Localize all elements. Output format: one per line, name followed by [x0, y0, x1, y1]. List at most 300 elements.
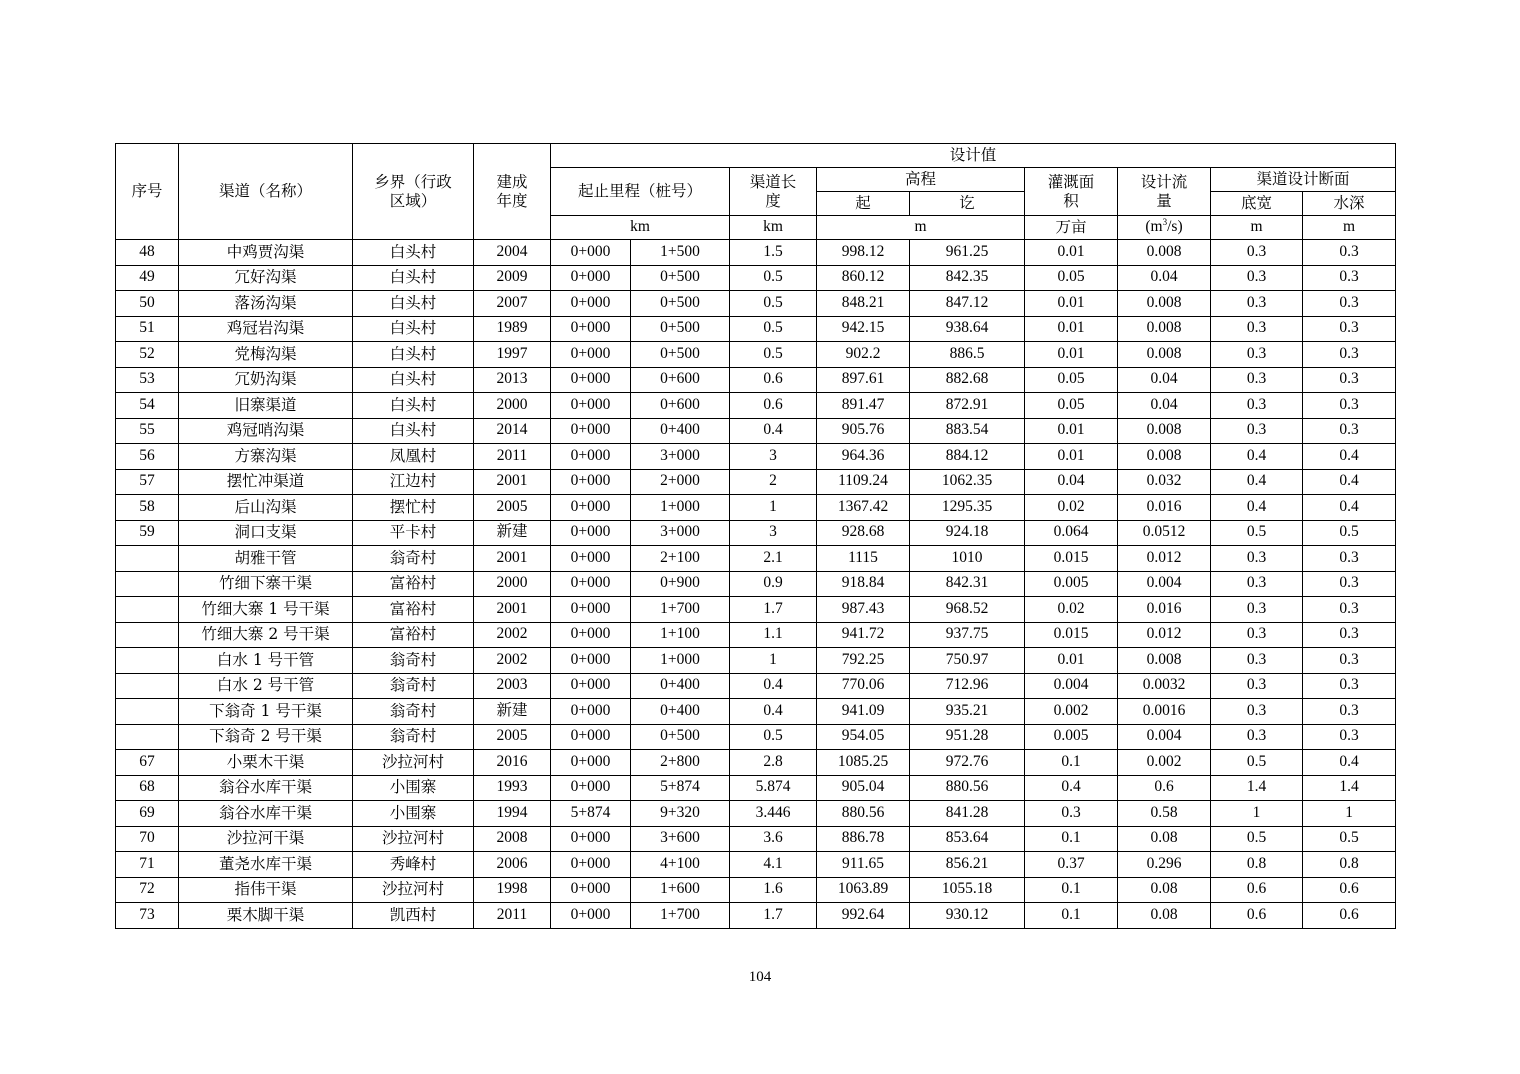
cell-mileage-end: 2+000 — [631, 469, 730, 495]
cell-elevation-start: 1115 — [817, 546, 910, 572]
cell-length: 1.1 — [730, 622, 817, 648]
cell-irrigation-area: 0.37 — [1025, 852, 1118, 878]
cell-elevation-end: 712.96 — [910, 673, 1025, 699]
cell-bottom-width: 0.3 — [1211, 265, 1303, 291]
cell-seq: 53 — [116, 367, 179, 393]
cell-design-flow: 0.002 — [1118, 750, 1211, 776]
cell-name: 洞口支渠 — [179, 520, 353, 546]
cell-year: 2005 — [474, 495, 551, 521]
cell-township: 翁奇村 — [353, 546, 474, 572]
cell-design-flow: 0.08 — [1118, 877, 1211, 903]
header-water-depth: 水深 — [1303, 192, 1396, 216]
table-row — [116, 622, 1396, 648]
table-row — [116, 852, 1396, 878]
cell-name: 小栗木干渠 — [179, 750, 353, 776]
cell-seq — [116, 699, 179, 725]
cell-year: 2001 — [474, 469, 551, 495]
cell-design-flow: 0.008 — [1118, 240, 1211, 266]
cell-mileage-end: 9+320 — [631, 801, 730, 827]
cell-seq — [116, 673, 179, 699]
cell-water-depth: 0.3 — [1303, 648, 1396, 674]
cell-water-depth: 0.3 — [1303, 546, 1396, 572]
cell-mileage-start: 0+000 — [551, 418, 631, 444]
cell-elevation-start: 987.43 — [817, 597, 910, 623]
cell-bottom-width: 0.5 — [1211, 520, 1303, 546]
cell-name: 翁谷水库干渠 — [179, 775, 353, 801]
cell-elevation-end: 883.54 — [910, 418, 1025, 444]
cell-township: 江边村 — [353, 469, 474, 495]
cell-length: 0.5 — [730, 316, 817, 342]
cell-bottom-width: 0.6 — [1211, 877, 1303, 903]
table-row — [116, 801, 1396, 827]
cell-bottom-width: 0.3 — [1211, 367, 1303, 393]
cell-year: 新建 — [474, 520, 551, 546]
cell-year: 2006 — [474, 852, 551, 878]
cell-water-depth: 0.3 — [1303, 597, 1396, 623]
cell-irrigation-area: 0.01 — [1025, 418, 1118, 444]
cell-mileage-start: 0+000 — [551, 342, 631, 368]
cell-township: 凤凰村 — [353, 444, 474, 470]
cell-water-depth: 0.5 — [1303, 826, 1396, 852]
cell-name: 竹细大寨 1 号干渠 — [179, 597, 353, 623]
cell-year: 2004 — [474, 240, 551, 266]
cell-mileage-end: 0+500 — [631, 291, 730, 317]
cell-mileage-start: 0+000 — [551, 316, 631, 342]
cell-name: 旧寨渠道 — [179, 393, 353, 419]
cell-water-depth: 0.4 — [1303, 469, 1396, 495]
cell-irrigation-area: 0.1 — [1025, 903, 1118, 929]
cell-elevation-start: 891.47 — [817, 393, 910, 419]
table-row — [116, 699, 1396, 725]
table-row — [116, 367, 1396, 393]
cell-irrigation-area: 0.005 — [1025, 724, 1118, 750]
cell-length: 3.6 — [730, 826, 817, 852]
cell-irrigation-area: 0.1 — [1025, 877, 1118, 903]
cell-mileage-start: 0+000 — [551, 265, 631, 291]
cell-bottom-width: 0.3 — [1211, 546, 1303, 572]
cell-elevation-end: 882.68 — [910, 367, 1025, 393]
cell-name: 鸡冠岩沟渠 — [179, 316, 353, 342]
cell-length: 0.6 — [730, 393, 817, 419]
cell-mileage-start: 0+000 — [551, 495, 631, 521]
cell-name: 指伟干渠 — [179, 877, 353, 903]
cell-irrigation-area: 0.01 — [1025, 342, 1118, 368]
cell-seq: 55 — [116, 418, 179, 444]
cell-water-depth: 0.3 — [1303, 342, 1396, 368]
cell-year: 2007 — [474, 291, 551, 317]
unit-length: km — [730, 216, 817, 240]
cell-elevation-end: 968.52 — [910, 597, 1025, 623]
canal-data-table — [115, 143, 1396, 929]
cell-design-flow: 0.008 — [1118, 342, 1211, 368]
cell-township: 白头村 — [353, 418, 474, 444]
cell-elevation-start: 964.36 — [817, 444, 910, 470]
table-row — [116, 240, 1396, 266]
cell-length: 0.5 — [730, 342, 817, 368]
cell-year: 新建 — [474, 699, 551, 725]
cell-irrigation-area: 0.05 — [1025, 367, 1118, 393]
cell-name: 董尧水库干渠 — [179, 852, 353, 878]
cell-mileage-start: 0+000 — [551, 673, 631, 699]
cell-length: 0.9 — [730, 571, 817, 597]
cell-elevation-start: 942.15 — [817, 316, 910, 342]
table-row — [116, 826, 1396, 852]
cell-design-flow: 0.016 — [1118, 597, 1211, 623]
cell-township: 摆忙村 — [353, 495, 474, 521]
cell-irrigation-area: 0.01 — [1025, 648, 1118, 674]
cell-water-depth: 0.3 — [1303, 265, 1396, 291]
header-elevation-start: 起 — [817, 192, 910, 216]
cell-name: 胡雅干管 — [179, 546, 353, 572]
cell-year: 2000 — [474, 393, 551, 419]
cell-mileage-end: 0+400 — [631, 673, 730, 699]
cell-mileage-start: 0+000 — [551, 571, 631, 597]
cell-year: 2011 — [474, 444, 551, 470]
cell-elevation-start: 848.21 — [817, 291, 910, 317]
cell-design-flow: 0.04 — [1118, 367, 1211, 393]
cell-bottom-width: 0.3 — [1211, 597, 1303, 623]
cell-seq: 56 — [116, 444, 179, 470]
cell-name: 栗木脚干渠 — [179, 903, 353, 929]
cell-water-depth: 0.3 — [1303, 673, 1396, 699]
cell-township: 白头村 — [353, 291, 474, 317]
table-row — [116, 648, 1396, 674]
cell-design-flow: 0.6 — [1118, 775, 1211, 801]
cell-water-depth: 0.5 — [1303, 520, 1396, 546]
cell-design-flow: 0.08 — [1118, 903, 1211, 929]
cell-mileage-start: 0+000 — [551, 648, 631, 674]
cell-mileage-end: 0+500 — [631, 342, 730, 368]
cell-mileage-start: 0+000 — [551, 750, 631, 776]
cell-mileage-start: 0+000 — [551, 699, 631, 725]
cell-water-depth: 0.3 — [1303, 367, 1396, 393]
cell-township: 白头村 — [353, 316, 474, 342]
cell-elevation-end: 886.5 — [910, 342, 1025, 368]
cell-water-depth: 1 — [1303, 801, 1396, 827]
cell-elevation-start: 918.84 — [817, 571, 910, 597]
cell-bottom-width: 0.3 — [1211, 648, 1303, 674]
cell-design-flow: 0.008 — [1118, 316, 1211, 342]
unit-flow-prefix: (m — [1145, 218, 1163, 236]
header-bottom-width: 底宽 — [1211, 192, 1303, 216]
cell-elevation-end: 750.97 — [910, 648, 1025, 674]
cell-seq: 70 — [116, 826, 179, 852]
cell-elevation-start: 992.64 — [817, 903, 910, 929]
cell-bottom-width: 0.3 — [1211, 316, 1303, 342]
cell-mileage-start: 0+000 — [551, 724, 631, 750]
cell-water-depth: 1.4 — [1303, 775, 1396, 801]
cell-township: 翁奇村 — [353, 699, 474, 725]
cell-design-flow: 0.04 — [1118, 265, 1211, 291]
cell-water-depth: 0.3 — [1303, 622, 1396, 648]
cell-name: 后山沟渠 — [179, 495, 353, 521]
table-row — [116, 418, 1396, 444]
cell-mileage-start: 5+874 — [551, 801, 631, 827]
cell-year: 1994 — [474, 801, 551, 827]
table-row — [116, 571, 1396, 597]
cell-mileage-end: 0+600 — [631, 367, 730, 393]
cell-year: 2002 — [474, 622, 551, 648]
header-irrigation-area: 灌溉面积 — [1025, 168, 1118, 216]
cell-mileage-end: 0+500 — [631, 265, 730, 291]
cell-length: 2 — [730, 469, 817, 495]
header-mileage: 起止里程（桩号） — [551, 168, 730, 216]
cell-mileage-end: 0+500 — [631, 724, 730, 750]
cell-township: 沙拉河村 — [353, 877, 474, 903]
cell-water-depth: 0.3 — [1303, 393, 1396, 419]
page-number: 104 — [748, 969, 772, 985]
cell-elevation-start: 1085.25 — [817, 750, 910, 776]
table-row — [116, 597, 1396, 623]
cell-mileage-end: 2+100 — [631, 546, 730, 572]
cell-design-flow: 0.0512 — [1118, 520, 1211, 546]
cell-bottom-width: 0.3 — [1211, 571, 1303, 597]
table-row — [116, 903, 1396, 929]
cell-elevation-start: 1063.89 — [817, 877, 910, 903]
cell-seq — [116, 648, 179, 674]
cell-seq — [116, 724, 179, 750]
cell-irrigation-area: 0.015 — [1025, 546, 1118, 572]
table-body — [116, 240, 1396, 929]
cell-mileage-start: 0+000 — [551, 367, 631, 393]
unit-depth: m — [1303, 216, 1396, 240]
cell-elevation-end: 951.28 — [910, 724, 1025, 750]
cell-township: 平卡村 — [353, 520, 474, 546]
cell-design-flow: 0.08 — [1118, 826, 1211, 852]
cell-water-depth: 0.3 — [1303, 240, 1396, 266]
cell-irrigation-area: 0.005 — [1025, 571, 1118, 597]
cell-township: 小围寨 — [353, 801, 474, 827]
unit-mileage: km — [551, 216, 730, 240]
unit-flow-suffix: /s) — [1167, 218, 1183, 236]
cell-bottom-width: 0.3 — [1211, 342, 1303, 368]
cell-design-flow: 0.004 — [1118, 724, 1211, 750]
cell-year: 2016 — [474, 750, 551, 776]
cell-length: 0.4 — [730, 673, 817, 699]
cell-bottom-width: 0.3 — [1211, 724, 1303, 750]
unit-irrigation: 万亩 — [1025, 216, 1118, 240]
cell-length: 5.874 — [730, 775, 817, 801]
cell-length: 3.446 — [730, 801, 817, 827]
cell-design-flow: 0.032 — [1118, 469, 1211, 495]
cell-water-depth: 0.3 — [1303, 418, 1396, 444]
unit-elevation: m — [817, 216, 1025, 240]
cell-irrigation-area: 0.02 — [1025, 597, 1118, 623]
cell-design-flow: 0.0032 — [1118, 673, 1211, 699]
cell-length: 1.7 — [730, 903, 817, 929]
cell-mileage-end: 4+100 — [631, 852, 730, 878]
unit-flow-superscript: 3 — [1162, 217, 1168, 228]
cell-elevation-start: 902.2 — [817, 342, 910, 368]
cell-township: 白头村 — [353, 393, 474, 419]
cell-bottom-width: 0.5 — [1211, 750, 1303, 776]
cell-seq — [116, 597, 179, 623]
cell-elevation-end: 884.12 — [910, 444, 1025, 470]
cell-elevation-start: 928.68 — [817, 520, 910, 546]
unit-flow — [1118, 216, 1211, 240]
header-section: 渠道设计断面 — [1211, 168, 1396, 192]
table-row — [116, 393, 1396, 419]
header-length: 渠道长度 — [730, 168, 817, 216]
cell-seq: 58 — [116, 495, 179, 521]
cell-length: 0.4 — [730, 699, 817, 725]
header-design-flow: 设计流量 — [1118, 168, 1211, 216]
cell-irrigation-area: 0.01 — [1025, 291, 1118, 317]
cell-elevation-end: 1055.18 — [910, 877, 1025, 903]
cell-seq — [116, 571, 179, 597]
cell-water-depth: 0.6 — [1303, 903, 1396, 929]
cell-elevation-end: 930.12 — [910, 903, 1025, 929]
cell-mileage-end: 0+400 — [631, 418, 730, 444]
cell-elevation-start: 860.12 — [817, 265, 910, 291]
cell-mileage-start: 0+000 — [551, 622, 631, 648]
cell-length: 2.1 — [730, 546, 817, 572]
cell-year: 2001 — [474, 546, 551, 572]
cell-seq: 50 — [116, 291, 179, 317]
cell-length: 0.4 — [730, 418, 817, 444]
table-row — [116, 673, 1396, 699]
cell-mileage-end: 3+000 — [631, 444, 730, 470]
cell-design-flow: 0.58 — [1118, 801, 1211, 827]
cell-mileage-start: 0+000 — [551, 393, 631, 419]
cell-elevation-start: 897.61 — [817, 367, 910, 393]
cell-mileage-start: 0+000 — [551, 903, 631, 929]
cell-elevation-start: 941.09 — [817, 699, 910, 725]
cell-length: 1.7 — [730, 597, 817, 623]
cell-seq: 57 — [116, 469, 179, 495]
cell-elevation-end: 856.21 — [910, 852, 1025, 878]
cell-irrigation-area: 0.064 — [1025, 520, 1118, 546]
cell-bottom-width: 0.3 — [1211, 393, 1303, 419]
cell-elevation-end: 872.91 — [910, 393, 1025, 419]
cell-year: 2011 — [474, 903, 551, 929]
cell-mileage-start: 0+000 — [551, 826, 631, 852]
header-seq: 序号 — [116, 144, 179, 240]
cell-name: 冗好沟渠 — [179, 265, 353, 291]
cell-mileage-end: 5+874 — [631, 775, 730, 801]
cell-mileage-start: 0+000 — [551, 546, 631, 572]
cell-irrigation-area: 0.05 — [1025, 265, 1118, 291]
cell-year: 1997 — [474, 342, 551, 368]
cell-design-flow: 0.008 — [1118, 444, 1211, 470]
cell-water-depth: 0.3 — [1303, 316, 1396, 342]
cell-bottom-width: 0.3 — [1211, 240, 1303, 266]
cell-mileage-end: 1+500 — [631, 240, 730, 266]
cell-seq: 72 — [116, 877, 179, 903]
cell-mileage-end: 1+700 — [631, 597, 730, 623]
cell-elevation-start: 886.78 — [817, 826, 910, 852]
cell-mileage-start: 0+000 — [551, 597, 631, 623]
cell-elevation-end: 937.75 — [910, 622, 1025, 648]
cell-seq: 49 — [116, 265, 179, 291]
cell-elevation-end: 842.31 — [910, 571, 1025, 597]
cell-mileage-start: 0+000 — [551, 444, 631, 470]
cell-year: 2008 — [474, 826, 551, 852]
cell-year: 1998 — [474, 877, 551, 903]
cell-bottom-width: 0.3 — [1211, 699, 1303, 725]
cell-length: 2.8 — [730, 750, 817, 776]
cell-elevation-end: 847.12 — [910, 291, 1025, 317]
cell-bottom-width: 0.4 — [1211, 444, 1303, 470]
cell-name: 摆忙冲渠道 — [179, 469, 353, 495]
cell-elevation-end: 880.56 — [910, 775, 1025, 801]
cell-water-depth: 0.3 — [1303, 291, 1396, 317]
cell-year: 2005 — [474, 724, 551, 750]
table-row — [116, 775, 1396, 801]
table-row — [116, 750, 1396, 776]
cell-year: 1993 — [474, 775, 551, 801]
cell-name: 白水 1 号干管 — [179, 648, 353, 674]
cell-irrigation-area: 0.002 — [1025, 699, 1118, 725]
cell-length: 3 — [730, 520, 817, 546]
cell-year: 2001 — [474, 597, 551, 623]
cell-elevation-start: 1367.42 — [817, 495, 910, 521]
cell-length: 0.6 — [730, 367, 817, 393]
cell-length: 3 — [730, 444, 817, 470]
cell-mileage-start: 0+000 — [551, 877, 631, 903]
cell-water-depth: 0.4 — [1303, 495, 1396, 521]
cell-elevation-end: 841.28 — [910, 801, 1025, 827]
cell-bottom-width: 0.6 — [1211, 903, 1303, 929]
cell-seq — [116, 546, 179, 572]
cell-mileage-end: 0+500 — [631, 316, 730, 342]
cell-seq: 69 — [116, 801, 179, 827]
cell-mileage-end: 1+000 — [631, 495, 730, 521]
cell-elevation-start: 998.12 — [817, 240, 910, 266]
cell-mileage-start: 0+000 — [551, 291, 631, 317]
cell-length: 4.1 — [730, 852, 817, 878]
cell-name: 落汤沟渠 — [179, 291, 353, 317]
cell-township: 白头村 — [353, 265, 474, 291]
cell-irrigation-area: 0.1 — [1025, 826, 1118, 852]
cell-township: 白头村 — [353, 367, 474, 393]
table-row — [116, 546, 1396, 572]
cell-mileage-end: 3+600 — [631, 826, 730, 852]
cell-elevation-start: 770.06 — [817, 673, 910, 699]
table-row — [116, 495, 1396, 521]
cell-elevation-end: 935.21 — [910, 699, 1025, 725]
cell-township: 白头村 — [353, 342, 474, 368]
cell-bottom-width: 0.3 — [1211, 673, 1303, 699]
cell-seq: 71 — [116, 852, 179, 878]
cell-mileage-end: 0+400 — [631, 699, 730, 725]
cell-water-depth: 0.4 — [1303, 750, 1396, 776]
cell-name: 白水 2 号干管 — [179, 673, 353, 699]
cell-seq: 73 — [116, 903, 179, 929]
cell-design-flow: 0.04 — [1118, 393, 1211, 419]
cell-township: 翁奇村 — [353, 724, 474, 750]
cell-year: 1989 — [474, 316, 551, 342]
cell-bottom-width: 0.4 — [1211, 495, 1303, 521]
cell-seq: 59 — [116, 520, 179, 546]
cell-township: 沙拉河村 — [353, 826, 474, 852]
cell-bottom-width: 0.3 — [1211, 291, 1303, 317]
cell-elevation-start: 905.76 — [817, 418, 910, 444]
cell-irrigation-area: 0.015 — [1025, 622, 1118, 648]
cell-elevation-end: 1010 — [910, 546, 1025, 572]
cell-design-flow: 0.296 — [1118, 852, 1211, 878]
unit-width: m — [1211, 216, 1303, 240]
cell-design-flow: 0.012 — [1118, 546, 1211, 572]
cell-bottom-width: 0.3 — [1211, 622, 1303, 648]
cell-water-depth: 0.3 — [1303, 699, 1396, 725]
cell-elevation-end: 961.25 — [910, 240, 1025, 266]
cell-name: 中鸡贾沟渠 — [179, 240, 353, 266]
cell-water-depth: 0.8 — [1303, 852, 1396, 878]
cell-irrigation-area: 0.004 — [1025, 673, 1118, 699]
table-row — [116, 520, 1396, 546]
cell-bottom-width: 1 — [1211, 801, 1303, 827]
